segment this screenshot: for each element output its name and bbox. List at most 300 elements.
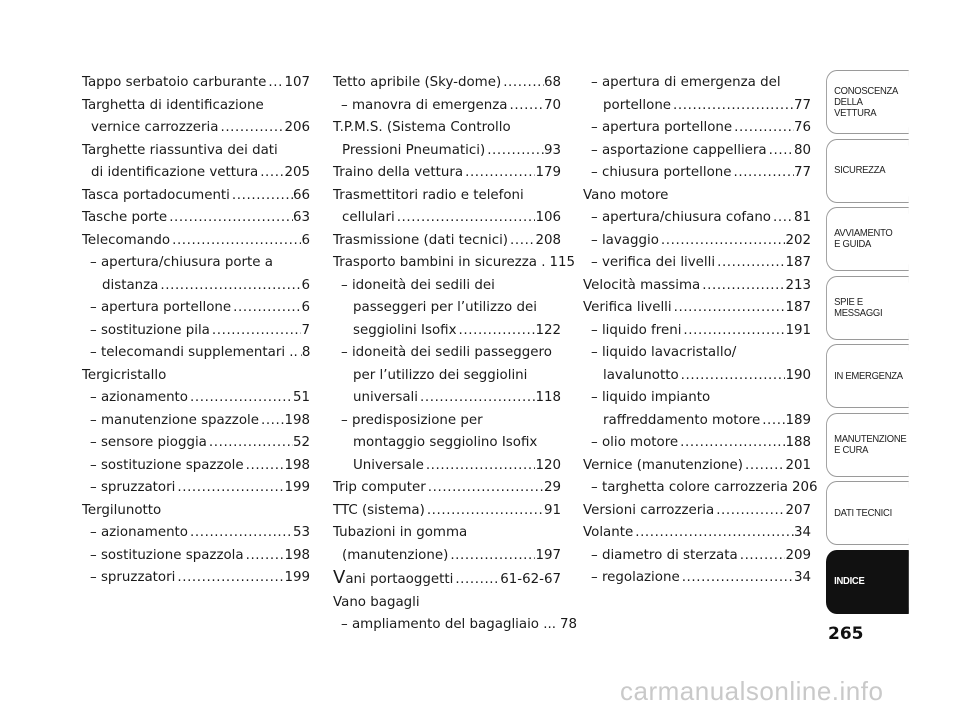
- entry-heading: – liquido lavacristallo/: [591, 345, 737, 360]
- leader-dots: [659, 230, 786, 253]
- entry-title: – asportazione cappelliera: [591, 142, 767, 158]
- leader-dots: [448, 545, 535, 568]
- entry-row: [583, 432, 811, 455]
- entry-title: Tasca portadocumenti: [82, 187, 230, 203]
- tab-label: CONOSCENZA DELLA VETTURA: [834, 84, 899, 119]
- leader-dots: [485, 140, 544, 163]
- page-ref: 52: [292, 435, 310, 450]
- page-ref: 179: [535, 165, 561, 180]
- index-entry: [333, 342, 561, 410]
- page-ref: 207: [785, 502, 811, 518]
- entry-title: Trasporto bambini in sicurezza .: [333, 255, 546, 270]
- entry-title: – manutenzione spazzole: [90, 412, 259, 428]
- entry-row: [333, 500, 561, 523]
- leader-dots: [207, 432, 293, 455]
- leader-dots: [175, 567, 284, 590]
- index-entry: [82, 567, 310, 590]
- entry-title: – olio motore: [591, 435, 679, 450]
- leader-dots: [266, 72, 284, 95]
- entry-title-text: ani portaoggetti: [345, 572, 454, 587]
- entry-row: [82, 477, 310, 500]
- entry-heading: – predisposizione per: [341, 412, 483, 428]
- leader-dots: [767, 140, 794, 163]
- entry-row: [583, 545, 811, 568]
- index-entry: [583, 545, 811, 568]
- entry-row: [583, 275, 811, 298]
- entry-title: – apertura/chiusura cofano: [591, 210, 772, 225]
- entry-title: – sostituzione spazzola: [90, 547, 244, 563]
- entry-row: [583, 500, 811, 523]
- index-entry: [583, 342, 811, 387]
- entry-title: – lavaggio: [591, 232, 659, 248]
- entry-row: [82, 545, 310, 568]
- entry-row: [82, 297, 310, 320]
- index-entry: [583, 117, 811, 140]
- entry-row: [583, 140, 811, 163]
- entry-row: [82, 207, 310, 230]
- index-entry: [82, 477, 310, 500]
- entry-title: – regolazione: [591, 570, 680, 585]
- entry-title: – ampliamento del bagagliaio ...: [341, 617, 557, 632]
- entry-row: [583, 320, 811, 343]
- entry-title: – verifica dei livelli: [591, 255, 716, 270]
- entry-title: – azionamento: [90, 525, 189, 540]
- index-entry: [82, 207, 310, 230]
- entry-row: [583, 410, 811, 433]
- leader-dots: [732, 117, 794, 140]
- entry-row: [333, 320, 561, 343]
- index-entry: [333, 275, 561, 343]
- index-entry: [333, 185, 561, 230]
- entry-heading: passeggeri per l’utilizzo dei: [353, 300, 537, 315]
- entry-row: [82, 387, 310, 410]
- index-entry: [82, 95, 310, 140]
- entry-title: [333, 567, 453, 592]
- entry-heading: Tubazioni in gomma: [333, 525, 468, 540]
- page-ref: 198: [284, 547, 310, 563]
- leader-dots: [715, 252, 785, 275]
- entry-title: – azionamento: [90, 390, 189, 405]
- entry-row: [583, 252, 811, 275]
- page-ref: 198: [284, 457, 310, 473]
- entry-row: [333, 477, 561, 500]
- index-entry: [333, 614, 578, 637]
- index-entry: [333, 592, 561, 615]
- page-ref: 80: [793, 142, 811, 158]
- entry-row: [82, 522, 310, 545]
- leader-dots: [679, 365, 786, 388]
- entry-title: di identificazione vettura: [91, 165, 259, 180]
- entry-title: portellone: [603, 97, 672, 113]
- tab-label: AVVIAMENTO E GUIDA: [834, 227, 893, 250]
- page-ref: 51: [292, 390, 310, 405]
- page-ref: 118: [535, 390, 561, 405]
- entry-row: [583, 522, 811, 545]
- entry-row: [333, 567, 561, 592]
- index-entry: [82, 387, 310, 410]
- entry-row: [82, 432, 310, 455]
- index-entry: [82, 140, 310, 185]
- index-entry: [82, 545, 310, 568]
- page-ref: 81: [793, 210, 811, 225]
- leader-dots: [501, 72, 544, 95]
- page-ref: 77: [793, 165, 811, 180]
- page-ref: 187: [785, 300, 811, 315]
- page-ref: 199: [284, 480, 310, 495]
- entry-row: [333, 387, 561, 410]
- page-ref: 53: [292, 525, 310, 540]
- leader-dots: [680, 567, 794, 590]
- index-entry: [583, 320, 811, 343]
- entry-title: Universale: [353, 457, 424, 473]
- tab-spie-e-messaggi[interactable]: [826, 276, 909, 340]
- entry-heading: Targhette riassuntiva dei dati: [82, 142, 278, 158]
- page-ref: 191: [785, 322, 811, 338]
- entry-row: [82, 320, 310, 343]
- leader-dots: [714, 500, 785, 523]
- page-ref: 187: [785, 255, 811, 270]
- leader-dots: [188, 387, 293, 410]
- entry-row: [583, 162, 811, 185]
- index-entry: [82, 342, 310, 365]
- page-ref: 190: [785, 367, 811, 383]
- section-tabs: [826, 70, 918, 618]
- entry-heading: – liquido impianto: [591, 390, 711, 405]
- leader-dots: [700, 275, 785, 298]
- tab-dati-tecnici[interactable]: [826, 481, 909, 545]
- entry-title: Pressioni Pneumatici): [342, 142, 486, 158]
- entry-title: – diametro di sterzata: [591, 547, 738, 563]
- page-ref: 70: [543, 97, 561, 113]
- entry-title: Tappo serbatoio carburante: [82, 75, 267, 90]
- tab-manutenzione-e-cura[interactable]: [826, 413, 909, 477]
- page-ref: 197: [535, 547, 561, 563]
- leader-dots: [188, 522, 293, 545]
- entry-title: Trasmissione (dati tecnici): [333, 232, 509, 248]
- leader-dots: [158, 275, 301, 298]
- page-ref: 34: [793, 525, 811, 540]
- entry-heading: – idoneità dei sedili dei: [341, 277, 495, 293]
- index-entry: [583, 522, 811, 545]
- entry-row: [583, 230, 811, 253]
- entry-row: [333, 545, 561, 568]
- index-entry: [583, 230, 811, 253]
- entry-title: raffreddamento motore: [603, 412, 761, 428]
- page-ref: 8: [301, 345, 311, 360]
- entry-row: [583, 297, 811, 320]
- leader-dots: [453, 569, 500, 592]
- index-entry: [333, 95, 561, 118]
- entry-row: [82, 230, 310, 253]
- leader-dots: [463, 162, 535, 185]
- leader-dots: [218, 117, 284, 140]
- page-ref: 206: [284, 120, 310, 135]
- entry-heading: Targhetta di identificazione: [82, 97, 264, 113]
- page-ref: 6: [301, 300, 310, 315]
- entry-row: [82, 410, 310, 433]
- entry-row: [583, 207, 811, 230]
- page-ref: 115: [549, 255, 576, 270]
- page-ref: 208: [535, 232, 561, 248]
- page-ref: 120: [535, 457, 561, 473]
- page-ref: 106: [535, 210, 561, 225]
- entry-title: vernice carrozzeria: [91, 120, 219, 135]
- index-entry: [82, 297, 310, 320]
- tab-avviamento-e-guida[interactable]: [826, 207, 909, 271]
- index-entry: [583, 72, 811, 117]
- entry-heading: – apertura/chiusura porte a: [90, 255, 273, 270]
- index-entry: [583, 387, 811, 432]
- index-entry: [333, 500, 561, 523]
- index-entry: [583, 275, 811, 298]
- entry-title: Volante: [583, 525, 634, 540]
- index-entry: [583, 455, 811, 478]
- tab-label: SPIE E MESSAGGI: [834, 295, 883, 319]
- page-ref: 213: [785, 277, 811, 293]
- index-entry: [82, 410, 310, 433]
- page-ref: 78: [560, 617, 578, 632]
- entry-title: lavalunotto: [603, 367, 679, 383]
- entry-heading: T.P.M.S. (Sistema Controllo: [333, 120, 511, 135]
- entry-row: [82, 72, 310, 95]
- leader-dots: [425, 500, 544, 523]
- index-entry: [583, 500, 811, 523]
- index-entry: [583, 185, 811, 208]
- index-entry: [583, 252, 811, 275]
- page-ref: 206: [792, 480, 818, 495]
- entry-row: [82, 275, 310, 298]
- index-entry: [82, 185, 310, 208]
- leader-dots: [170, 230, 301, 253]
- leader-dots: [681, 320, 785, 343]
- page-ref: 189: [785, 412, 811, 428]
- index-entry: [583, 567, 811, 590]
- page-ref: 29: [543, 480, 561, 495]
- entry-initial: V: [333, 567, 346, 588]
- entry-title: cellulari: [342, 210, 395, 225]
- leader-dots: [743, 455, 785, 478]
- leader-dots: [175, 477, 284, 500]
- page-ref: 209: [785, 547, 811, 563]
- entry-row: [333, 207, 561, 230]
- leader-dots: [771, 207, 794, 230]
- index-column-3: [583, 72, 818, 590]
- entry-title: seggiolini Isofix: [353, 322, 457, 338]
- entry-title: distanza: [102, 277, 159, 293]
- index-entry: [333, 252, 576, 275]
- leader-dots: [258, 162, 284, 185]
- index-entry: [333, 522, 561, 567]
- leader-dots: [738, 545, 786, 568]
- page-ref: 205: [284, 165, 310, 180]
- index-entry: [82, 522, 310, 545]
- leader-dots: [395, 207, 536, 230]
- entry-title: – chiusura portellone: [591, 165, 732, 180]
- leader-dots: [678, 432, 785, 455]
- leader-dots: [230, 185, 293, 208]
- entry-row: [82, 117, 310, 140]
- entry-title: – sensore pioggia: [90, 435, 207, 450]
- entry-row: [333, 140, 561, 163]
- index-entry: [82, 365, 310, 388]
- leader-dots: [167, 207, 293, 230]
- entry-heading: per l’utilizzo dei seggiolini: [353, 367, 528, 383]
- entry-title: Velocità massima: [583, 277, 701, 293]
- entry-row: [82, 162, 310, 185]
- leader-dots: [457, 320, 536, 343]
- page-ref: 91: [543, 502, 561, 518]
- entry-title: TTC (sistema): [333, 502, 425, 518]
- entry-label: Vano motore: [583, 187, 669, 203]
- entry-title: Tetto apribile (Sky-dome): [333, 75, 502, 90]
- entry-title: Vernice (manutenzione): [583, 457, 744, 473]
- entry-row: [583, 567, 811, 590]
- leader-dots: [424, 455, 536, 478]
- page-ref: 77: [793, 97, 811, 113]
- tab-label: DATI TECNICI: [834, 506, 892, 519]
- page-ref: 34: [793, 570, 811, 585]
- entry-title: – apertura portellone: [90, 300, 232, 315]
- index-entry: [583, 297, 811, 320]
- entry-row: [333, 162, 561, 185]
- index-entry: [583, 162, 811, 185]
- index-entry: [583, 140, 811, 163]
- index-entry: [583, 207, 811, 230]
- index-entry: [333, 567, 561, 592]
- page-ref: 68: [543, 75, 561, 90]
- entry-title: – targhetta colore carrozzeria: [591, 480, 789, 495]
- entry-row: [333, 230, 561, 253]
- page-ref: 201: [785, 457, 811, 473]
- index-entry: [82, 320, 310, 343]
- index-entry: [82, 252, 310, 297]
- index-entry: [82, 432, 310, 455]
- leader-dots: [672, 297, 786, 320]
- leader-dots: [231, 297, 301, 320]
- leader-dots: [244, 455, 285, 478]
- page-ref: 63: [292, 210, 310, 225]
- leader-dots: [633, 522, 794, 545]
- entry-row: [583, 455, 811, 478]
- leader-dots: [760, 410, 785, 433]
- entry-row: [82, 567, 310, 590]
- page-ref: 66: [292, 187, 310, 203]
- entry-heading: montaggio seggiolino Isofix: [353, 435, 538, 450]
- leader-dots: [418, 387, 535, 410]
- index-entry: [333, 162, 561, 185]
- tab-sicurezza[interactable]: [826, 139, 909, 203]
- entry-heading: – idoneità dei sedili passeggero: [341, 345, 552, 360]
- entry-row: [333, 72, 561, 95]
- tab-conoscenza-della-vettura[interactable]: [826, 70, 909, 134]
- entry-title: universali: [353, 390, 418, 405]
- entry-title: – apertura portellone: [591, 120, 733, 135]
- entry-title: Verifica livelli: [583, 300, 672, 315]
- page-ref: 93: [543, 142, 561, 158]
- entry-title: Telecomando: [82, 232, 171, 248]
- page-ref: 61-62-67: [500, 572, 561, 587]
- entry-row: [583, 477, 818, 500]
- page-ref: 188: [785, 435, 811, 450]
- index-entry: [333, 117, 561, 162]
- entry-title: – telecomandi supplementari ..: [90, 345, 298, 360]
- index-entry: [333, 477, 561, 500]
- page-ref: 122: [535, 322, 561, 338]
- page-ref: 198: [284, 412, 310, 428]
- index-column-2: [333, 72, 578, 637]
- index-entry: [333, 230, 561, 253]
- index-entry: [333, 72, 561, 95]
- entry-title: Versioni carrozzeria: [583, 502, 715, 518]
- leader-dots: [426, 477, 544, 500]
- entry-heading: Trasmettitori radio e telefoni: [333, 187, 524, 203]
- index-entry: [82, 230, 310, 253]
- tab-label: MANUTENZIONE E CURA: [834, 432, 907, 456]
- entry-title: – spruzzatori: [90, 480, 176, 495]
- tab-label: INDICE: [834, 575, 865, 587]
- leader-dots: [731, 162, 793, 185]
- entry-row: [82, 185, 310, 208]
- page-number: 265: [828, 624, 864, 644]
- watermark: carmanualsonline.info: [620, 676, 884, 706]
- entry-row: [583, 95, 811, 118]
- tab-label: IN EMERGENZA: [834, 369, 903, 382]
- page-ref: 107: [284, 75, 310, 90]
- page-ref: 76: [793, 120, 811, 135]
- entry-title: – liquido freni: [591, 322, 682, 338]
- entry-row: [82, 455, 310, 478]
- index-entry: [82, 455, 310, 478]
- entry-title: – manovra di emergenza: [341, 97, 508, 113]
- page-ref: 6: [301, 232, 310, 248]
- leader-dots: [244, 545, 285, 568]
- entry-title: (manutenzione): [342, 547, 449, 563]
- index-column-1: [82, 72, 310, 590]
- index-entry: [583, 432, 811, 455]
- leader-dots: [671, 95, 794, 118]
- entry-row: [333, 95, 561, 118]
- entry-title: Traino della vettura: [333, 165, 464, 180]
- page-ref: 199: [284, 570, 310, 585]
- leader-dots: [508, 230, 535, 253]
- entry-title: Tasche porte: [82, 210, 168, 225]
- page-ref: 202: [785, 232, 811, 248]
- page-ref: 7: [301, 322, 310, 338]
- entry-label: Vano bagagli: [333, 594, 420, 610]
- entry-label: Tergilunotto: [82, 502, 162, 518]
- entry-row: [583, 117, 811, 140]
- index-entry: [82, 72, 310, 95]
- entry-row: [333, 455, 561, 478]
- entry-title: – sostituzione pila: [90, 322, 210, 338]
- tab-indice[interactable]: [826, 550, 909, 614]
- tab-in-emergenza[interactable]: [826, 344, 909, 408]
- leader-dots: [508, 95, 544, 118]
- tab-label: SICUREZZA: [834, 164, 886, 176]
- index-entry: [333, 410, 561, 478]
- index-entry: [583, 477, 818, 500]
- leader-dots: [259, 410, 284, 433]
- entry-row: [82, 342, 310, 365]
- index-entry: [82, 500, 310, 523]
- entry-heading: – apertura di emergenza del: [591, 75, 781, 90]
- entry-title: – sostituzione spazzole: [90, 457, 244, 473]
- entry-row: [333, 614, 578, 637]
- entry-row: [333, 252, 576, 275]
- entry-label: Tergicristallo: [82, 367, 167, 383]
- entry-title: – spruzzatori: [90, 570, 176, 585]
- leader-dots: [210, 320, 302, 343]
